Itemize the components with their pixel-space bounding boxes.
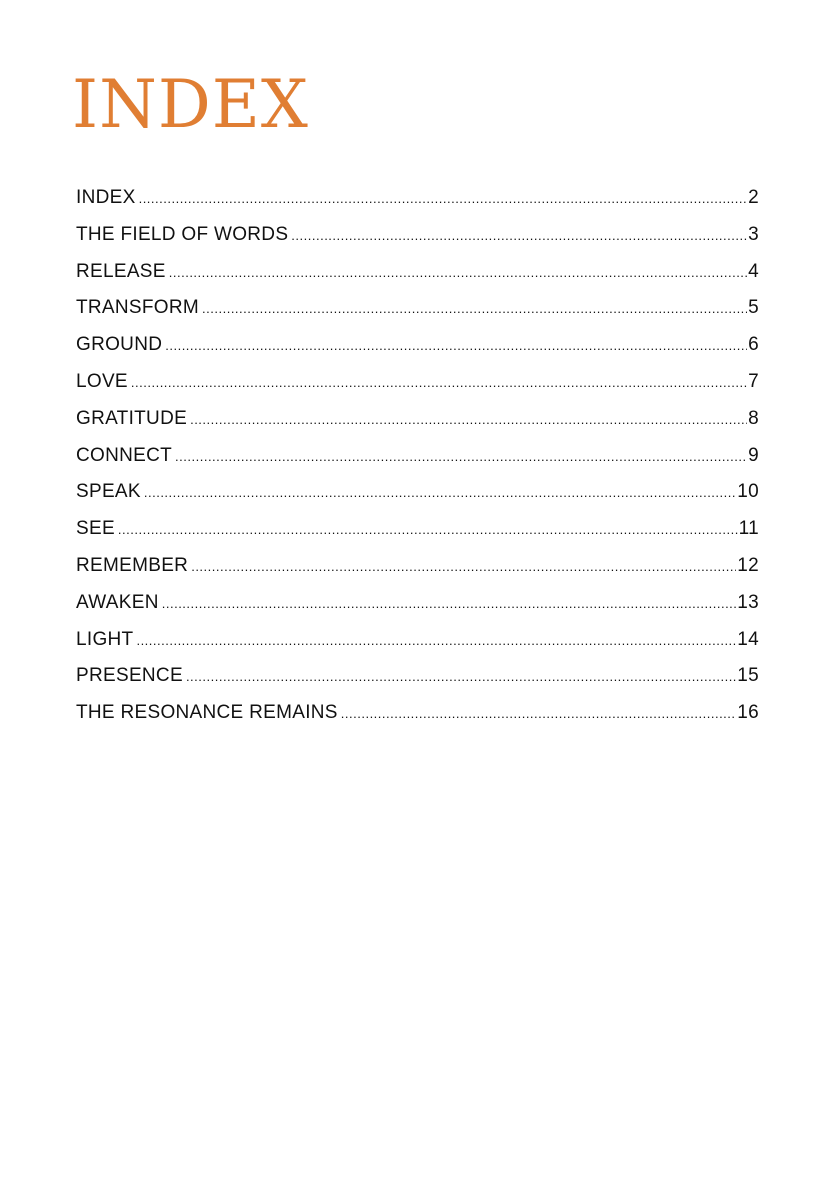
toc-entry[interactable]: [76, 481, 759, 518]
toc-entry-page-number: 10: [737, 481, 759, 503]
dot-leader: [186, 669, 736, 684]
toc-entry-label: REMEMBER: [76, 554, 189, 576]
dot-leader: [202, 301, 747, 316]
toc-entry-label: RELEASE: [76, 260, 166, 282]
toc-entry-label: SEE: [76, 518, 115, 540]
toc-entry[interactable]: [76, 371, 759, 408]
toc-entry-page-number: 16: [737, 702, 759, 724]
toc-entry[interactable]: [76, 187, 759, 224]
table-of-contents: [76, 187, 759, 739]
dot-leader: [291, 228, 747, 243]
toc-entry-page-number: 14: [737, 628, 759, 650]
dot-leader: [144, 485, 736, 500]
toc-entry-page-number: 6: [748, 334, 759, 356]
toc-entry[interactable]: [76, 334, 759, 371]
toc-entry-label: GRATITUDE: [76, 407, 188, 429]
dot-leader: [190, 412, 747, 427]
toc-entry-label: THE RESONANCE REMAINS: [76, 702, 338, 724]
toc-entry-label: LIGHT: [76, 628, 134, 650]
toc-entry-label: GROUND: [76, 334, 163, 356]
dot-leader: [191, 559, 736, 574]
toc-entry-label: PRESENCE: [76, 665, 183, 687]
toc-entry-page-number: 12: [737, 554, 759, 576]
toc-entry-page-number: 13: [737, 591, 759, 613]
page-title: INDEX: [72, 66, 309, 143]
toc-entry-label: AWAKEN: [76, 591, 159, 613]
toc-entry-page-number: 9: [748, 444, 759, 466]
dot-leader: [118, 522, 738, 537]
toc-entry-page-number: 3: [748, 223, 759, 245]
toc-entry[interactable]: [76, 702, 759, 739]
toc-entry[interactable]: [76, 518, 759, 555]
dot-leader: [165, 338, 747, 353]
toc-entry[interactable]: [76, 555, 759, 592]
toc-entry[interactable]: [76, 445, 759, 482]
toc-entry-page-number: 15: [737, 665, 759, 687]
toc-entry-page-number: 4: [748, 260, 759, 282]
toc-entry[interactable]: [76, 261, 759, 298]
dot-leader: [136, 633, 736, 648]
toc-entry-label: SPEAK: [76, 481, 141, 503]
toc-entry[interactable]: [76, 297, 759, 334]
toc-entry[interactable]: [76, 592, 759, 629]
toc-entry-page-number: 11: [738, 518, 759, 540]
toc-entry-label: CONNECT: [76, 444, 173, 466]
toc-entry-page-number: 5: [748, 297, 759, 319]
toc-entry[interactable]: [76, 224, 759, 261]
toc-entry-page-number: 8: [748, 407, 759, 429]
dot-leader: [341, 706, 736, 721]
toc-entry-page-number: 2: [748, 187, 759, 208]
toc-entry-page-number: 7: [748, 370, 759, 392]
toc-entry-label: INDEX: [76, 187, 136, 208]
toc-entry-label: THE FIELD OF WORDS: [76, 223, 289, 245]
toc-entry[interactable]: [76, 665, 759, 702]
toc-entry-label: LOVE: [76, 370, 128, 392]
toc-entry-label: TRANSFORM: [76, 297, 200, 319]
toc-entry[interactable]: [76, 408, 759, 445]
toc-entry[interactable]: [76, 629, 759, 666]
dot-leader: [162, 596, 737, 611]
dot-leader: [131, 375, 747, 390]
dot-leader: [139, 191, 748, 206]
dot-leader: [169, 265, 747, 280]
dot-leader: [175, 449, 747, 464]
